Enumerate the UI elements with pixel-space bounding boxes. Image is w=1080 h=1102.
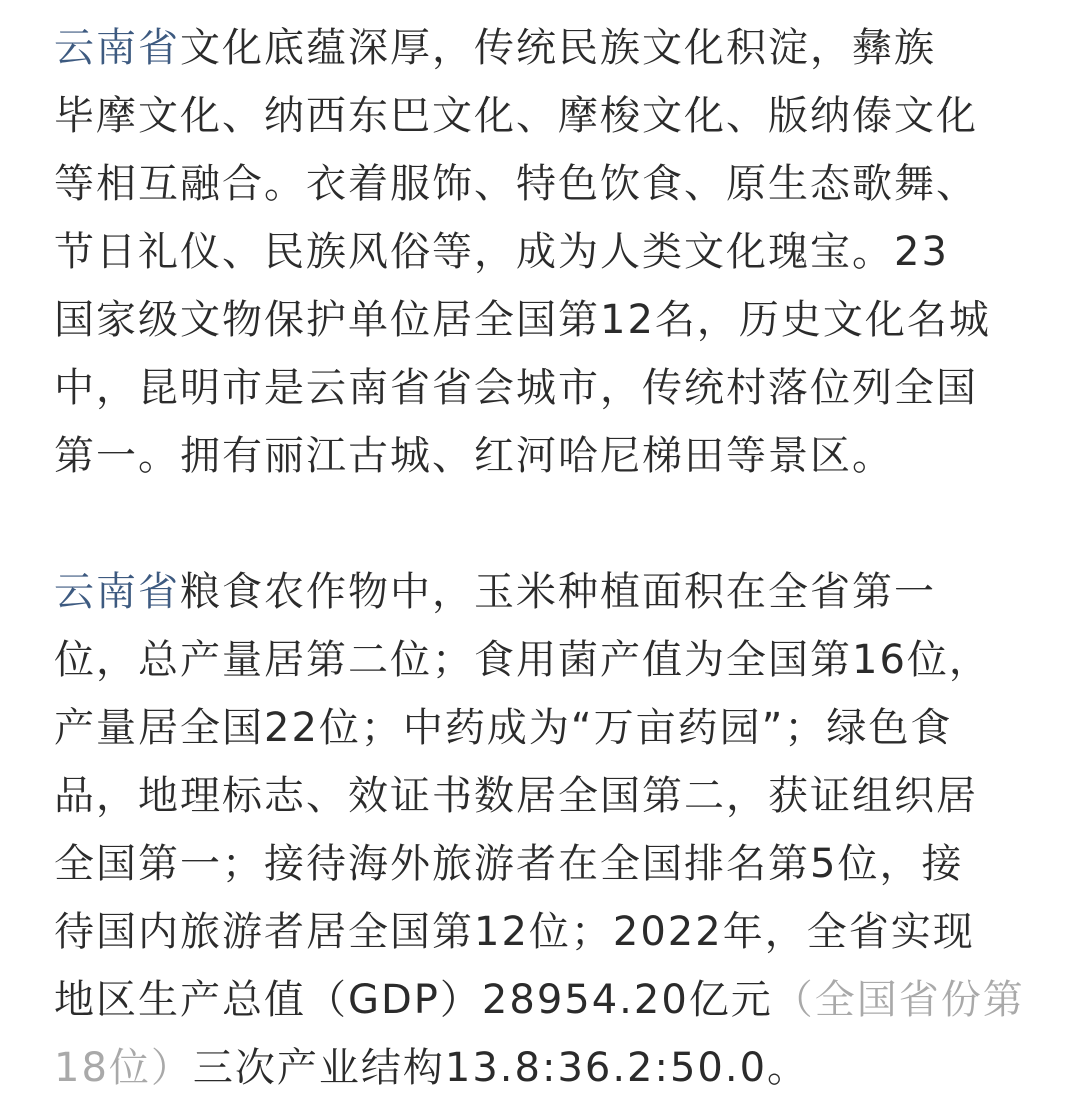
text-line: 产量居全国22位；中药成为“万亩药园”；绿色食: [54, 705, 953, 751]
paragraph-culture: [54, 14, 1034, 490]
province-highlight: 云南省: [54, 25, 180, 71]
text-line: 等相互融合。衣着服饰、特色饮食、原生态歌舞、: [54, 161, 978, 207]
gdp-text: 地区生产总值（GDP）28954.20亿元: [54, 977, 773, 1023]
industry-structure-text: 三次产业结构13.8:36.2:50.0。: [192, 1045, 810, 1091]
text-line: 全国第一；接待海外旅游者在全国排名第5位，接: [54, 841, 964, 887]
text-line: 第一。拥有丽江古城、红河哈尼梯田等景区。: [54, 433, 894, 479]
article-body: [54, 14, 1034, 1102]
text-line: 节日礼仪、民族风俗等，成为人类文化瑰宝。23: [54, 229, 949, 275]
text-line: 国家级文物保护单位居全国第12名，历史文化名城: [54, 297, 991, 343]
text-line: [54, 558, 1034, 626]
line-text: 文化底蕴深厚，传统民族文化积淀，彝族: [180, 25, 936, 71]
text-line: 品，地理标志、效证书数居全国第二，获证组织居: [54, 773, 978, 819]
line-text: 粮食农作物中，玉米种植面积在全省第一: [180, 569, 936, 615]
paragraph-gap: [54, 490, 1034, 558]
rank-note: 18位）: [54, 1045, 193, 1091]
rank-note: （全国省份第: [772, 977, 1025, 1023]
paragraph-economy: [54, 558, 1034, 1102]
text-line: 位，总产量居第二位；食用菌产值为全国第16位，: [54, 637, 991, 683]
text-line: [54, 14, 1034, 82]
text-line: [54, 966, 1034, 1034]
province-highlight: 云南省: [54, 569, 180, 615]
text-line: [54, 1034, 1034, 1102]
text-line: 毕摩文化、纳西东巴文化、摩梭文化、版纳傣文化: [54, 93, 978, 139]
text-line: 中，昆明市是云南省省会城市，传统村落位列全国: [54, 365, 978, 411]
text-line: 待国内旅游者居全国第12位；2022年，全省实现: [54, 909, 975, 955]
